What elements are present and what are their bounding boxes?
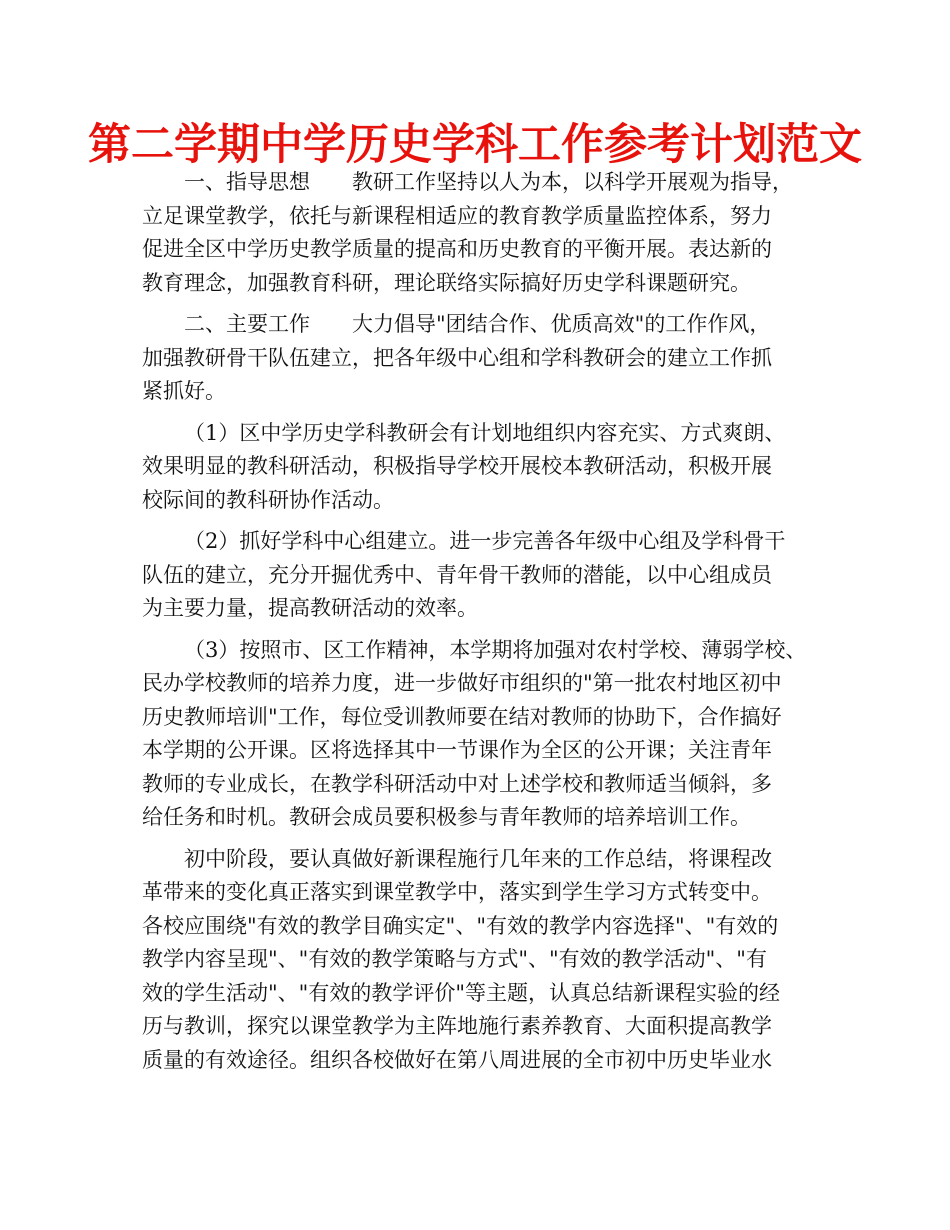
line-text: 教研工作坚持以人为本，以科学开展观为指导， [352,170,793,194]
paragraph-main-work [142,308,832,409]
paragraph-line: 历与教训，探究以课堂教学为主阵地施行素养教育、大面积提高教学 [142,1014,772,1038]
paragraph-item-3 [142,634,832,835]
paragraph-line: 促进全区中学历史教学质量的提高和历史教育的平衡开展。表达新的 [142,237,772,261]
document-body [142,166,832,1085]
paragraph-line: 效的学生活动"、"有效的教学评价"等主题，认真总结新课程实验的经 [142,980,780,1005]
document-title: 第二学期中学历史学科工作参考计划范文 [88,120,862,170]
paragraph-line [142,166,832,200]
paragraph-line: 民办学校教师的培养力度，进一步做好市组织的"第一批农村地区初中 [142,671,782,695]
paragraph-line: （1）区中学历史学科教研会有计划地组织内容充实、方式爽朗、 [184,420,786,445]
paragraph-junior-stage [142,843,832,1078]
paragraph-line: 教学内容呈现"、"有效的教学策略与方式"、"有效的教学活动"、"有 [142,947,767,971]
paragraph-line: 教师的专业成长，在教学科研活动中对上述学校和教师适当倾斜，多 [142,771,772,796]
paragraph-line: 革带来的变化真正落实到课堂教学中，落实到学生学习方式转变中。 [142,880,772,904]
section-heading: 一、指导思想 [184,170,310,194]
paragraph-line: （2）抓好学科中心组建立。进一步完善各年级中心组及学科骨干 [184,529,786,553]
paragraph-line: 为主要力量，提高教研活动的效率。 [142,596,478,620]
paragraph-line: 质量的有效途径。组织各校做好在第八周进展的全市初中历史毕业水 [142,1047,772,1072]
line-text: 大力倡导"团结合作、优质高效"的工作作风， [352,312,771,336]
paragraph-line: 历史教师培训"工作，每位受训教师要在结对教师的协助下，合作搞好 [142,704,782,729]
paragraph-line: 加强教研骨干队伍建立，把各年级中心组和学科教研会的建立工作抓 [142,345,772,370]
paragraph-line: 校际间的教科研协作活动。 [142,487,394,512]
paragraph-line: 教育理念，加强教育科研，理论联络实际搞好历史学科课题研究。 [142,270,751,295]
section-heading: 二、主要工作 [184,312,310,336]
paragraph-line: 队伍的建立，充分开掘优秀中、青年骨干教师的潜能，以中心组成员 [142,562,772,587]
paragraph-item-2 [142,525,832,626]
paragraph-line [142,308,832,342]
paragraph-line: 紧抓好。 [142,379,226,403]
paragraph-line: 立足课堂教学，依托与新课程相适应的教育教学质量监控体系，努力 [142,203,772,228]
paragraph-line: 效果明显的教科研活动，积极指导学校开展校本教研活动，积极开展 [142,454,772,478]
paragraph-line: 给任务和时机。教研会成员要积极参与青年教师的培养培训工作。 [142,805,751,829]
paragraph-line: 各校应围绕"有效的教学目确实定"、"有效的教学内容选择"、"有效的 [142,913,779,938]
paragraph-guiding-ideology [142,166,832,300]
paragraph-line: 初中阶段，要认真做好新课程施行几年来的工作总结，将课程改 [184,846,772,871]
paragraph-item-1 [142,417,832,518]
paragraph-line: 本学期的公开课。区将选择其中一节课作为全区的公开课；关注青年 [142,738,772,762]
paragraph-line: （3）按照市、区工作精神，本学期将加强对农村学校、薄弱学校、 [184,637,807,662]
